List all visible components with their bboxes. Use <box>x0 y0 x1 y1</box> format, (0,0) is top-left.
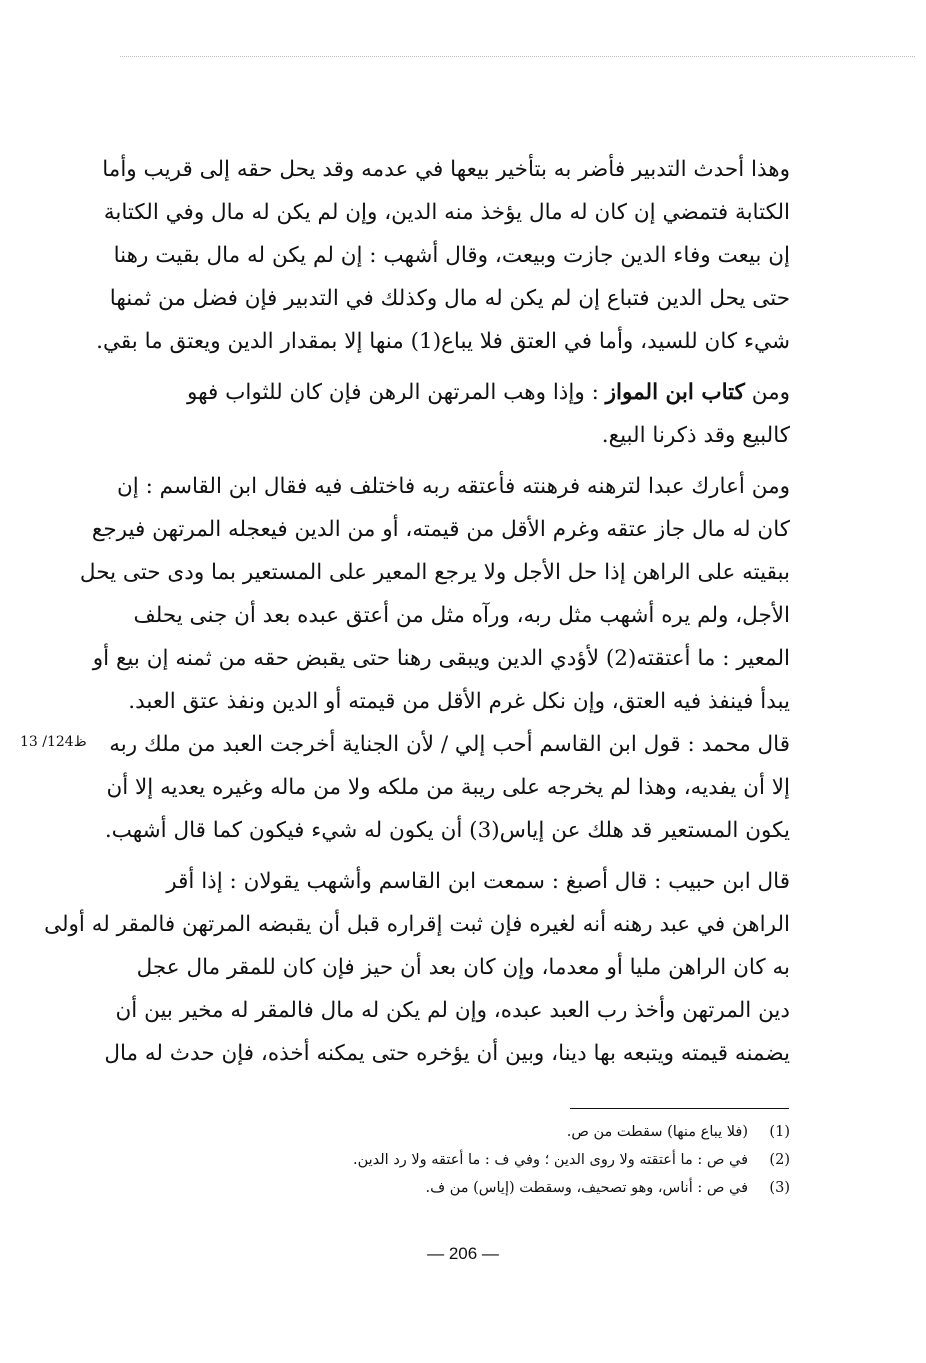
text-line: الأجل، ولم يره أشهب مثل ربه، ورآه مثل من أعتق عبده بعد أن جنى يحلف <box>133 603 790 628</box>
text-line: قال محمد : قول ابن القاسم أحب إلي / لأن الجناية أخرجت العبد من ملك ربه <box>109 732 790 757</box>
text-line: كالبيع وقد ذكرنا البيع. <box>601 423 790 448</box>
footnote <box>220 1146 790 1174</box>
text-line: ومن كتاب ابن المواز : وإذا وهب المرتهن الرهن فإن كان للثواب فهو <box>187 380 790 405</box>
paragraph-2 <box>122 371 790 457</box>
text-line: دين المرتهن وأخذ رب العبد عبده، وإن لم يكن له مال فالمقر له مخير بين أن <box>115 998 790 1023</box>
top-dotted-rule <box>120 56 915 57</box>
text-line: يبدأ فينفذ فيه العتق، وإن نكل غرم الأقل من قيمته أو الدين ونفذ عتق العبد. <box>128 689 790 714</box>
text-line: به كان الراهن مليا أو معدما، وإن كان بعد أن حيز فإن كان للمقر مال عجل <box>136 955 790 980</box>
footnote-rule <box>570 1108 789 1109</box>
text-line: شيء كان للسيد، وأما في العتق فلا يباع(1) منها إلا بمقدار الدين ويعتق ما بقي. <box>96 329 790 354</box>
footnotes <box>220 1118 790 1202</box>
footnote-number: (2) <box>769 1152 790 1168</box>
text-line: الكتابة فتمضي إن كان له مال يؤخذ منه الدين، وإن لم يكن له مال وفي الكتابة <box>103 200 790 225</box>
text-line: يكون المستعير قد هلك عن إياس(3) أن يكون له شيء فيكون كما قال أشهب. <box>104 818 790 843</box>
paragraph-4 <box>44 860 790 1075</box>
text-line: كان له مال جاز عتقه وغرم الأقل من قيمته، أو من الدين فيعجله المرتهن فيرجع <box>91 517 790 542</box>
text-line: ببقيته على الراهن إذا حل الأجل ولا يرجع المعير على المستعير بما ودى حتى يحل <box>79 560 790 585</box>
text-line: قال ابن حبيب : قال أصبغ : سمعت ابن القاسم وأشهب يقولان : إذا أقر <box>166 869 790 894</box>
footnote <box>220 1174 790 1202</box>
footnote-text: في ص : أناس، وهو تصحيف، وسقطت (إياس) من ف. <box>425 1180 748 1196</box>
footnote-text: في ص : ما أعتقته ولا روى الدين ؛ وفي ف : ما أعتقه ولا رد الدين. <box>352 1152 748 1168</box>
footnote <box>220 1118 790 1146</box>
footnote-text: (فلا يباع منها) سقطت من ص. <box>566 1124 748 1140</box>
marginal-folio-note: 13 /124ظ <box>20 734 87 750</box>
paragraph-1 <box>96 148 790 363</box>
text-line: حتى يحل الدين فتباع إن لم يكن له مال وكذلك في التدبير فإن فضل من ثمنها <box>109 286 790 311</box>
paragraph-3 <box>79 465 790 852</box>
book-title: كتاب ابن المواز <box>605 380 745 405</box>
text-line: إن بيعت وفاء الدين جازت وبيعت، وقال أشهب : إن لم يكن له مال بقيت رهنا <box>113 243 790 268</box>
text-line: الراهن في عبد رهنه أنه لغيره فإن ثبت إقراره قبل أن يقبضه المرتهن فالمقر له أولى <box>44 912 790 937</box>
footnote-number: (1) <box>769 1124 790 1140</box>
text-line: المعير : ما أعتقته(2) لأؤدي الدين ويبقى رهنا حتى يقبض حقه من ثمنه إن بيع أو <box>92 646 790 671</box>
footnote-number: (3) <box>769 1180 790 1196</box>
text-line: يضمنه قيمته ويتبعه بها دينا، وبين أن يؤخره حتى يمكنه أخذه، فإن حدث له مال <box>104 1041 790 1066</box>
text-line: إلا أن يفديه، وهذا لم يخرجه على ريبة من ملكه ولا من ماله وغيره يعديه إلا أن <box>106 775 790 800</box>
text-line: وهذا أحدث التدبير فأضر به بتأخير بيعها في عدمه وقد يحل حقه إلى قريب وأما <box>102 157 790 182</box>
page-number: — 206 — <box>427 1244 499 1263</box>
text-line: ومن أعارك عبدا لترهنه فرهنته فأعتقه ربه فاختلف فيه فقال ابن القاسم : إن <box>116 474 790 499</box>
